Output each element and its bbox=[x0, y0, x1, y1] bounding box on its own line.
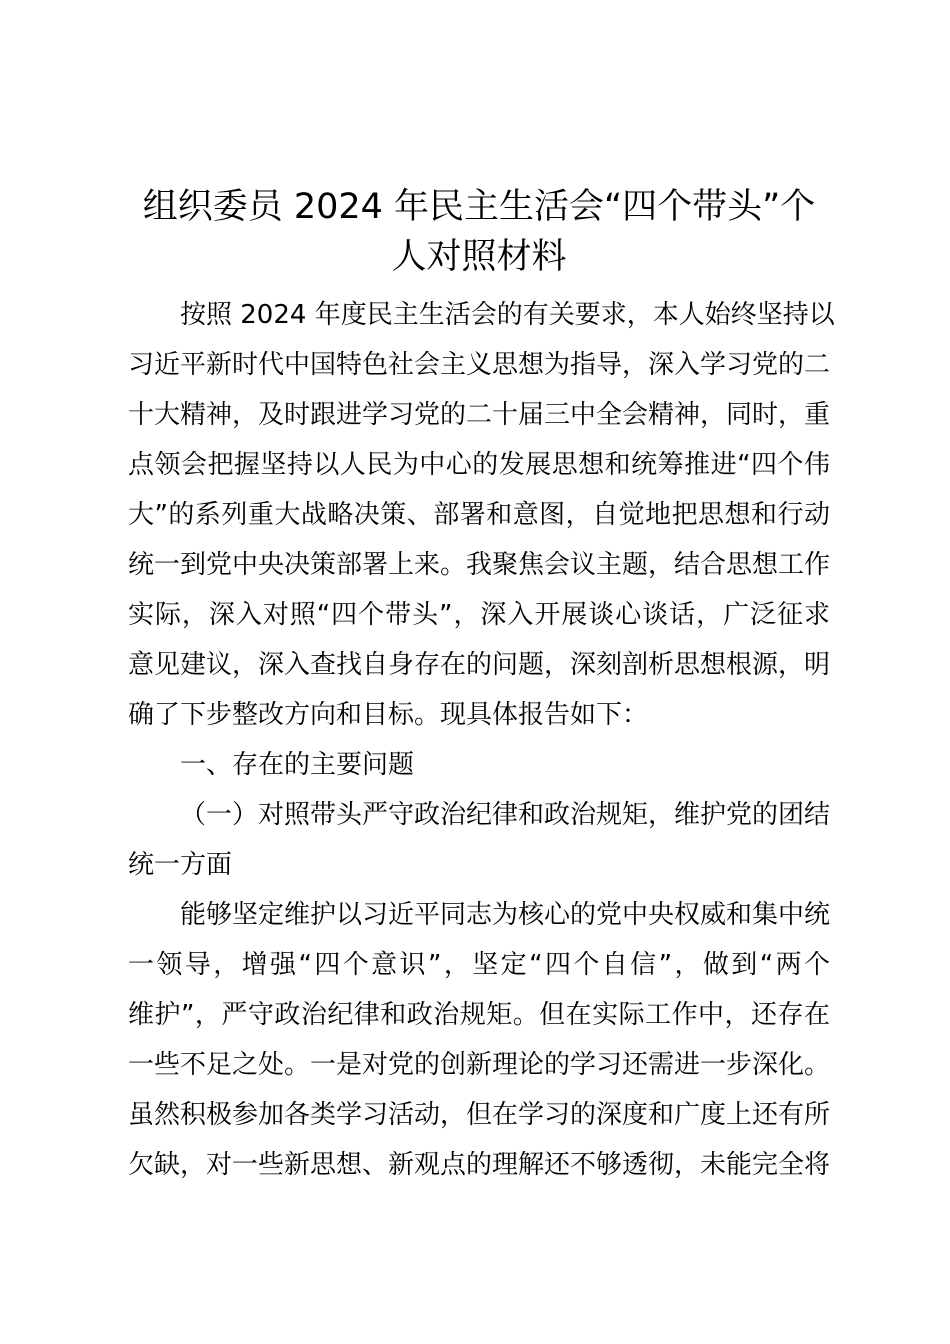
text-line: 能够坚定维护以习近平同志为核心的党中央权威和集中统 bbox=[180, 900, 831, 930]
text-line: 意见建议，深入查找自身存在的问题，深刻剖析思想根源，明 bbox=[128, 650, 831, 680]
text-line: （一）对照带头严守政治纪律和政治规矩，维护党的团结 bbox=[180, 800, 831, 830]
text-line: 统一到党中央决策部署上来。我聚焦会议主题，结合思想工作 bbox=[128, 550, 831, 580]
text-line: 一领导，增强“四个意识”，坚定“四个自信”，做到“两个 bbox=[128, 950, 830, 980]
text-line: 点领会把握坚持以人民为中心的发展思想和统筹推进“四个伟 bbox=[128, 450, 830, 480]
title-line: 组织委员 2024 年民主生活会“四个带头”个 bbox=[142, 187, 816, 227]
document-page bbox=[128, 182, 835, 1190]
intro-paragraph bbox=[128, 290, 835, 740]
text-line: 统一方面 bbox=[128, 850, 233, 880]
title-line: 人对照材料 bbox=[391, 237, 567, 277]
body-paragraph bbox=[128, 890, 830, 1190]
text-line: 按照 2024 年度民主生活会的有关要求，本人始终坚持以 bbox=[180, 300, 835, 330]
text-line: 确了下步整改方向和目标。现具体报告如下： bbox=[128, 700, 649, 730]
document-body bbox=[128, 290, 835, 1190]
text-line: 维护”，严守政治纪律和政治规矩。但在实际工作中，还存在 bbox=[128, 1000, 830, 1030]
text-line: 十大精神，及时跟进学习党的二十届三中全会精神，同时，重 bbox=[128, 400, 831, 430]
section-heading bbox=[128, 740, 830, 790]
text-line: 实际，深入对照“四个带头”，深入开展谈心谈话，广泛征求 bbox=[128, 600, 830, 630]
text-line: 大”的系列重大战略决策、部署和意图，自觉地把思想和行动 bbox=[128, 500, 830, 530]
subsection-heading bbox=[128, 790, 830, 890]
text-line: 习近平新时代中国特色社会主义思想为指导，深入学习党的二 bbox=[128, 350, 831, 380]
text-line: 欠缺，对一些新思想、新观点的理解还不够透彻，未能完全将 bbox=[128, 1150, 831, 1180]
text-line: 虽然积极参加各类学习活动，但在学习的深度和广度上还有所 bbox=[128, 1100, 831, 1130]
document-title bbox=[128, 182, 830, 282]
text-line: 一些不足之处。一是对党的创新理论的学习还需进一步深化。 bbox=[128, 1050, 831, 1080]
text-line: 一、存在的主要问题 bbox=[180, 750, 415, 780]
